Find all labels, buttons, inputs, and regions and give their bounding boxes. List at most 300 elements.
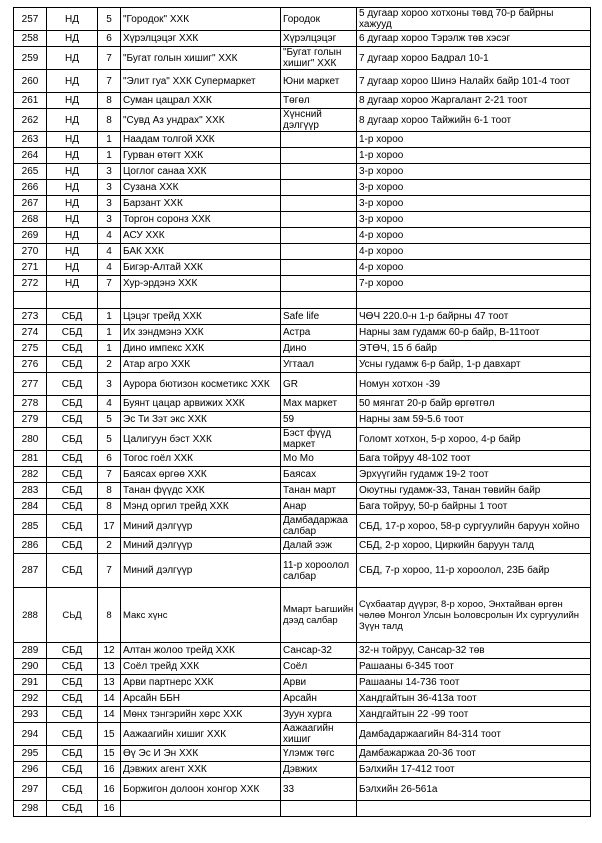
row-number-cell: 258 [14,31,47,47]
row-number-cell: 278 [14,396,47,412]
company-name-cell: Миний дэлгүүр [121,515,281,538]
company-name-cell: Торгон соронз ХХК [121,212,281,228]
row-number-cell: 290 [14,659,47,675]
district-cell: НД [47,93,98,109]
store-name-cell: Хүнсний дэлгүүр [281,109,357,132]
khoroo-cell: 1 [98,325,121,341]
row-number-cell: 282 [14,467,47,483]
store-name-cell: Дамбадаржаа салбар [281,515,357,538]
district-cell: СБД [47,723,98,746]
table-row [14,428,591,451]
table-row [14,70,591,93]
table-row [14,451,591,467]
district-cell: СБД [47,483,98,499]
row-number-cell: 261 [14,93,47,109]
store-name-cell: GR [281,373,357,396]
row-number-cell: 259 [14,47,47,70]
khoroo-cell: 8 [98,109,121,132]
store-name-cell: Зуун хурга [281,707,357,723]
district-cell: СБД [47,691,98,707]
khoroo-cell: 7 [98,70,121,93]
company-name-cell: БАК ХХК [121,244,281,260]
khoroo-cell: 5 [98,8,121,31]
company-name-cell: Наадам толгой ХХК [121,132,281,148]
district-cell: НД [47,47,98,70]
address-cell: ЭТӨЧ, 15 б байр [357,341,591,357]
district-cell: СБД [47,554,98,588]
address-cell: 5 дугаар хороо хотхоны төвд 70-р байрны хажууд [357,8,591,31]
table-row [14,132,591,148]
table-row [14,373,591,396]
address-cell: СБД, 7-р хороо, 11-р хороолол, 23Б байр [357,554,591,588]
district-cell: СБД [47,412,98,428]
khoroo-cell: 5 [98,428,121,451]
row-number-cell: 292 [14,691,47,707]
company-name-cell: Арви партнерс ХХК [121,675,281,691]
address-cell [357,801,591,817]
district-cell: СБД [47,801,98,817]
table-row [14,31,591,47]
district-cell: СБД [47,515,98,538]
address-cell: Рашааны 6-345 тоот [357,659,591,675]
table-row [14,467,591,483]
company-name-cell: Миний дэлгүүр [121,538,281,554]
address-cell: 7-р хороо [357,276,591,292]
table-row [14,109,591,132]
company-name-cell: "Сувд Аз ундрах" ХХК [121,109,281,132]
district-cell: НД [47,228,98,244]
address-cell: Нарны зам 59-5.6 тоот [357,412,591,428]
table-row [14,8,591,31]
store-name-cell [281,180,357,196]
table-row [14,538,591,554]
address-cell: Бэлхийн 26-561а [357,778,591,801]
row-number-cell: 297 [14,778,47,801]
address-cell: Бага тойруу 48-102 тоот [357,451,591,467]
khoroo-cell: 4 [98,228,121,244]
address-cell: Эрхүүгийн гудамж 19-2 тоот [357,467,591,483]
row-number-cell: 260 [14,70,47,93]
company-name-cell: Гурван өтөгт ХХК [121,148,281,164]
khoroo-cell: 17 [98,515,121,538]
store-name-cell [281,260,357,276]
table-row [14,412,591,428]
address-cell [357,292,591,309]
store-name-cell: Дино [281,341,357,357]
company-name-cell [121,292,281,309]
address-cell: 8 дугаар хороо Жаргалант 2-21 тоот [357,93,591,109]
district-cell: СБД [47,341,98,357]
table-row [14,801,591,817]
table-row [14,659,591,675]
store-name-cell [281,244,357,260]
khoroo-cell: 4 [98,396,121,412]
khoroo-cell: 1 [98,341,121,357]
address-cell: 4-р хороо [357,260,591,276]
khoroo-cell: 7 [98,467,121,483]
store-name-cell: Ммарт Ьагшийн дээд салбар [281,588,357,643]
address-cell: 7 дугаар хороо Шинэ Налайх байр 101-4 тоот [357,70,591,93]
table-row [14,515,591,538]
row-number-cell: 263 [14,132,47,148]
table-row [14,483,591,499]
table-row [14,164,591,180]
store-name-cell: Дэвжих [281,762,357,778]
company-name-cell: Мөнх тэнгэрийн хөрс ХХК [121,707,281,723]
address-cell: 7 дугаар хороо Бадрал 10-1 [357,47,591,70]
store-name-cell: Танан март [281,483,357,499]
district-cell: СБД [47,538,98,554]
company-name-cell: Сузана ХХК [121,180,281,196]
district-cell: НД [47,260,98,276]
table-row [14,762,591,778]
store-name-cell: Баясах [281,467,357,483]
store-name-cell: Төгөл [281,93,357,109]
khoroo-cell: 1 [98,132,121,148]
address-cell: 3-р хороо [357,212,591,228]
table-row [14,260,591,276]
store-name-cell: Юни маркет [281,70,357,93]
company-name-cell: Дэвжих агент ХХК [121,762,281,778]
table-row [14,244,591,260]
table-row [14,180,591,196]
khoroo-cell: 1 [98,148,121,164]
company-name-cell: Буянт цацар арвижих ХХК [121,396,281,412]
company-name-cell: Соёл трейд ХХК [121,659,281,675]
store-name-cell: Мах маркет [281,396,357,412]
district-cell: НД [47,70,98,93]
khoroo-cell: 3 [98,164,121,180]
table-row [14,396,591,412]
district-cell: СБД [47,373,98,396]
district-cell: СБД [47,396,98,412]
district-cell: СБД [47,643,98,659]
khoroo-cell: 3 [98,180,121,196]
row-number-cell: 275 [14,341,47,357]
district-cell: НД [47,244,98,260]
table-row [14,325,591,341]
row-number-cell: 285 [14,515,47,538]
table-row [14,292,591,309]
store-name-cell: Мо Мо [281,451,357,467]
company-name-cell: Тогос гоёл ХХК [121,451,281,467]
address-cell: 8 дугаар хороо Тайжийн 6-1 тоот [357,109,591,132]
khoroo-cell: 15 [98,723,121,746]
district-cell: СБД [47,325,98,341]
address-cell: СБД, 2-р хороо, Циркийн баруун талд [357,538,591,554]
khoroo-cell: 13 [98,675,121,691]
row-number-cell [14,292,47,309]
district-cell: СБД [47,451,98,467]
row-number-cell: 265 [14,164,47,180]
address-cell: Нарны зам гудамж 60-р байр, В-11тоот [357,325,591,341]
company-name-cell: Их зэндмэнэ ХХК [121,325,281,341]
district-cell: СЬД [47,588,98,643]
khoroo-cell: 16 [98,801,121,817]
company-name-cell: Суман цацрал ХХК [121,93,281,109]
row-number-cell: 268 [14,212,47,228]
address-cell: 50 мянгат 20-р байр өргөтгөл [357,396,591,412]
khoroo-cell: 7 [98,276,121,292]
row-number-cell: 288 [14,588,47,643]
table-row [14,499,591,515]
company-name-cell: Өү Эс И Эн ХХК [121,746,281,762]
district-cell: СБД [47,675,98,691]
company-name-cell: Цоглог санаа ХХК [121,164,281,180]
address-cell: 1-р хороо [357,148,591,164]
address-cell: Хандгайтын 36-413а тоот [357,691,591,707]
store-name-cell: Сансар-32 [281,643,357,659]
row-number-cell: 276 [14,357,47,373]
table-row [14,778,591,801]
address-cell: 6 дугаар хороо Тэрэлж төв хэсэг [357,31,591,47]
address-cell: 1-р хороо [357,132,591,148]
address-cell: Бага тойруу, 50-р байрны 1 тоот [357,499,591,515]
store-name-cell: Астра [281,325,357,341]
khoroo-cell: 14 [98,691,121,707]
store-name-cell [281,276,357,292]
district-cell: СБД [47,309,98,325]
address-cell: Оюутны гудамж-33, Танан төвийн байр [357,483,591,499]
table-row [14,148,591,164]
row-number-cell: 270 [14,244,47,260]
store-name-cell: Арви [281,675,357,691]
company-name-cell: "Городок" ХХК [121,8,281,31]
khoroo-cell: 6 [98,451,121,467]
district-cell: НД [47,212,98,228]
row-number-cell: 271 [14,260,47,276]
khoroo-cell: 5 [98,412,121,428]
row-number-cell: 280 [14,428,47,451]
company-name-cell: Танан фүүдс ХХК [121,483,281,499]
address-cell: 4-р хороо [357,244,591,260]
khoroo-cell: 8 [98,93,121,109]
table-row [14,341,591,357]
district-cell: СБД [47,762,98,778]
row-number-cell: 272 [14,276,47,292]
company-name-cell: Эс Ти Зэт экс ХХК [121,412,281,428]
khoroo-cell: 14 [98,707,121,723]
row-number-cell: 266 [14,180,47,196]
address-cell: Бэлхийн 17-412 тоот [357,762,591,778]
row-number-cell: 298 [14,801,47,817]
row-number-cell: 296 [14,762,47,778]
district-cell: НД [47,164,98,180]
district-cell: СБД [47,707,98,723]
table-row [14,691,591,707]
address-cell: 3-р хороо [357,164,591,180]
row-number-cell: 279 [14,412,47,428]
row-number-cell: 291 [14,675,47,691]
company-name-cell: Арсайн ББН [121,691,281,707]
row-number-cell: 269 [14,228,47,244]
store-name-cell: Хүрэлцэцэг [281,31,357,47]
store-name-cell [281,801,357,817]
address-cell: ЧӨЧ 220.0-н 1-р байрны 47 тоот [357,309,591,325]
table-row [14,196,591,212]
store-name-cell: Далай ээж [281,538,357,554]
store-name-cell [281,228,357,244]
khoroo-cell: 4 [98,244,121,260]
district-cell: НД [47,196,98,212]
company-name-cell: Аурора бютизон косметикс ХХК [121,373,281,396]
district-cell: СБД [47,659,98,675]
row-number-cell: 286 [14,538,47,554]
company-name-cell: АСУ ХХК [121,228,281,244]
khoroo-cell: 2 [98,357,121,373]
store-name-cell [281,132,357,148]
store-name-cell: 11-р хороолол салбар [281,554,357,588]
store-name-cell [281,212,357,228]
store-name-cell [281,148,357,164]
table-row [14,309,591,325]
khoroo-cell: 7 [98,47,121,70]
store-name-cell: Городок [281,8,357,31]
district-cell: СБД [47,499,98,515]
khoroo-cell: 13 [98,659,121,675]
address-cell: 32-н тойруу, Сансар-32 төв [357,643,591,659]
address-cell: Номун хотхон -39 [357,373,591,396]
company-name-cell: "Бугат голын хишиг" ХХК [121,47,281,70]
row-number-cell: 289 [14,643,47,659]
address-cell: Дамбажаржаа 20-36 тоот [357,746,591,762]
company-name-cell: Бигэр-Алтай ХХК [121,260,281,276]
table-row [14,746,591,762]
company-name-cell: Атар агро ХХК [121,357,281,373]
company-name-cell: Алтан жолоо трейд ХХК [121,643,281,659]
table-row [14,47,591,70]
row-number-cell: 287 [14,554,47,588]
row-number-cell: 264 [14,148,47,164]
company-name-cell: Хур-эрдэнэ ХХК [121,276,281,292]
address-cell: СБД, 17-р хороо, 58-р сургуулийн баруун хойно [357,515,591,538]
khoroo-cell: 3 [98,212,121,228]
company-name-cell: Боржигон долоон хонгор ХХК [121,778,281,801]
row-number-cell: 293 [14,707,47,723]
store-name-cell [281,196,357,212]
address-cell: Голомт хотхон, 5-р хороо, 4-р байр [357,428,591,451]
khoroo-cell [98,292,121,309]
address-cell: Рашааны 14-736 тоот [357,675,591,691]
store-name-cell: 33 [281,778,357,801]
company-name-cell: Цэцэг трейд ХХК [121,309,281,325]
district-cell [47,292,98,309]
khoroo-cell: 12 [98,643,121,659]
store-name-cell: Үлэмж төгс [281,746,357,762]
table-row [14,554,591,588]
district-cell: НД [47,276,98,292]
table-row [14,212,591,228]
company-name-cell [121,801,281,817]
address-cell: Усны гудамж 6-р байр, 1-р давхарт [357,357,591,373]
row-number-cell: 277 [14,373,47,396]
row-number-cell: 294 [14,723,47,746]
store-name-cell [281,164,357,180]
store-list-table [13,7,591,817]
row-number-cell: 295 [14,746,47,762]
table-row [14,276,591,292]
table-row [14,723,591,746]
khoroo-cell: 6 [98,31,121,47]
khoroo-cell: 16 [98,778,121,801]
row-number-cell: 262 [14,109,47,132]
store-name-cell: Анар [281,499,357,515]
district-cell: НД [47,8,98,31]
company-name-cell: Баясах өргөө ХХК [121,467,281,483]
store-name-cell: 59 [281,412,357,428]
store-name-cell: Соёл [281,659,357,675]
district-cell: СБД [47,467,98,483]
store-name-cell: Бэст фүүд маркет [281,428,357,451]
company-name-cell: Макс хүнс [121,588,281,643]
address-cell: 3-р хороо [357,180,591,196]
khoroo-cell: 3 [98,196,121,212]
khoroo-cell: 8 [98,588,121,643]
district-cell: НД [47,31,98,47]
row-number-cell: 284 [14,499,47,515]
address-cell: Дамбадаржаагийн 84-314 тоот [357,723,591,746]
district-cell: НД [47,109,98,132]
table-body [14,8,591,817]
khoroo-cell: 15 [98,746,121,762]
district-cell: НД [47,132,98,148]
company-name-cell: Мэнд оргил трейд ХХК [121,499,281,515]
table-row [14,707,591,723]
row-number-cell: 267 [14,196,47,212]
district-cell: СБД [47,357,98,373]
khoroo-cell: 7 [98,554,121,588]
table-row [14,675,591,691]
store-name-cell: "Бугат голын хишиг" ХХК [281,47,357,70]
store-name-cell: Угтаал [281,357,357,373]
company-name-cell: Хүрэлцэцэг ХХК [121,31,281,47]
table-row [14,588,591,643]
khoroo-cell: 8 [98,483,121,499]
district-cell: НД [47,180,98,196]
company-name-cell: Цалигуун бэст ХХК [121,428,281,451]
store-name-cell: Safe life [281,309,357,325]
khoroo-cell: 8 [98,499,121,515]
khoroo-cell: 3 [98,373,121,396]
district-cell: НД [47,148,98,164]
store-name-cell [281,292,357,309]
address-cell: Хандгайтын 22 -99 тоот [357,707,591,723]
address-cell: 4-р хороо [357,228,591,244]
khoroo-cell: 2 [98,538,121,554]
company-name-cell: Барзант ХХК [121,196,281,212]
table-row [14,228,591,244]
table-row [14,643,591,659]
khoroo-cell: 1 [98,309,121,325]
company-name-cell: Миний дэлгүүр [121,554,281,588]
row-number-cell: 257 [14,8,47,31]
table-row [14,357,591,373]
company-name-cell: Дино импекс ХХК [121,341,281,357]
company-name-cell: Аажаагийн хишиг ХХК [121,723,281,746]
khoroo-cell: 16 [98,762,121,778]
store-name-cell: Аажаагийн хишиг [281,723,357,746]
district-cell: СБД [47,428,98,451]
row-number-cell: 283 [14,483,47,499]
district-cell: СБД [47,746,98,762]
khoroo-cell: 4 [98,260,121,276]
address-cell: 3-р хороо [357,196,591,212]
row-number-cell: 274 [14,325,47,341]
row-number-cell: 273 [14,309,47,325]
address-cell: Сүхбаатар дүүрэг, 8-р хороо, Энхтайван өргөн чөлөө Монгол Улсын Ьоловсролын Их сургуулийн Зүүн талд [357,588,591,643]
table-row [14,93,591,109]
row-number-cell: 281 [14,451,47,467]
